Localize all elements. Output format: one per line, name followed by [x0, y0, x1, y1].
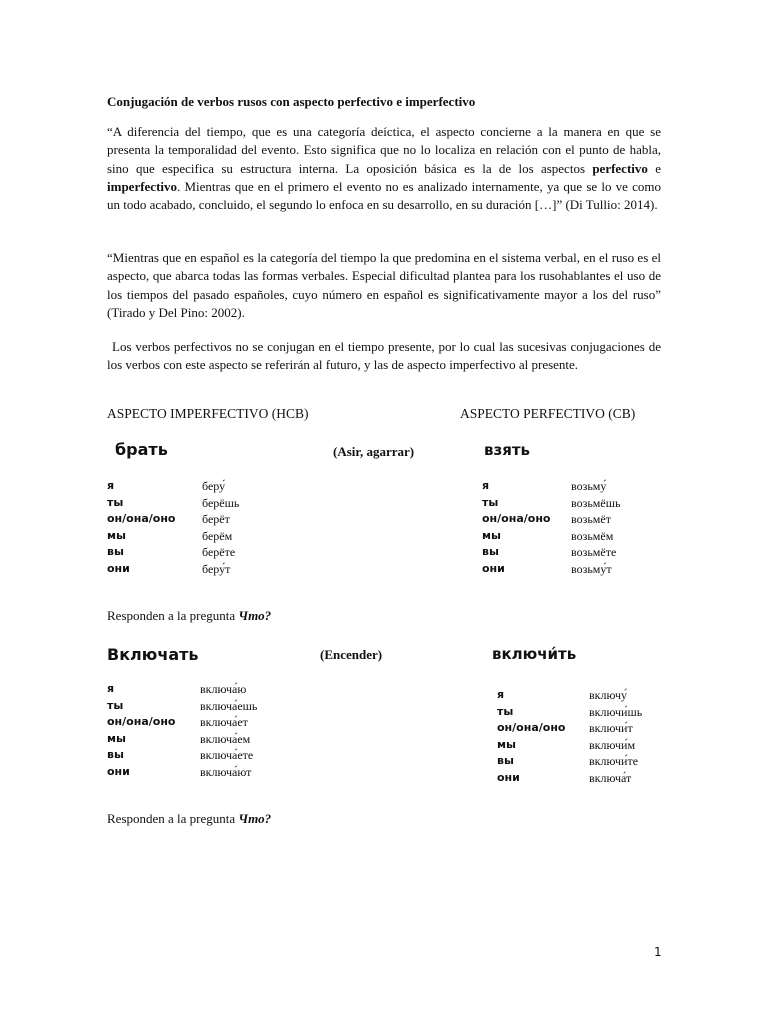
pronoun: я	[107, 682, 115, 695]
verb-form: возьмёте	[571, 545, 617, 559]
pronoun: он/она/оно	[497, 721, 566, 734]
verb-imperfective-title: брать	[115, 440, 168, 459]
conjugation-row	[107, 714, 257, 731]
conjugation-row	[107, 764, 257, 781]
conjugation-row	[482, 544, 620, 561]
response-text: Responden a la pregunta	[107, 811, 239, 826]
verb-form: включа́ет	[200, 715, 248, 729]
pronoun: я	[482, 479, 490, 492]
verb-form: включа́т	[589, 770, 632, 785]
verb-form: включи́те	[589, 754, 639, 768]
verb-form: включу́	[589, 688, 628, 702]
document-heading: Conjugación de verbos rusos con aspecto perfectivo e imperfectivo	[107, 94, 476, 109]
pronoun: он/она/оно	[482, 512, 551, 525]
conjugation-table-imperfective	[107, 478, 239, 577]
verb-form: берёшь	[202, 495, 240, 510]
conjugation-row	[107, 528, 239, 545]
section-heading-perfective: ASPECTO PERFECTIVO (СВ)	[460, 406, 636, 421]
conjugation-row	[482, 495, 620, 512]
verb-form: берёте	[202, 545, 236, 559]
verb-form: включа́ю	[200, 682, 247, 696]
term-perfectivo: perfectivo	[592, 160, 648, 176]
conjugation-row	[497, 687, 642, 704]
verb-perfective-title: взять	[484, 441, 531, 459]
verb-gloss: (Asir, agarrar)	[333, 444, 415, 459]
verb-form: возьмёшь	[571, 495, 621, 510]
pronoun: вы	[482, 545, 499, 558]
pronoun: ты	[107, 495, 124, 509]
pronoun: они	[107, 764, 130, 778]
pronoun: они	[497, 770, 520, 784]
pronoun: он/она/оно	[107, 715, 176, 728]
conjugation-row	[107, 544, 239, 561]
pronoun: вы	[107, 545, 124, 558]
verb-form: беру́т	[202, 561, 231, 576]
conjugation-row	[497, 753, 642, 770]
pronoun: мы	[107, 528, 126, 542]
conjugation-row	[107, 478, 239, 495]
verb-perfective-title: включи́ть	[492, 645, 577, 663]
term-imperfectivo: imperfectivo	[107, 178, 178, 194]
page-number: 1	[654, 945, 662, 959]
verb-form: включи́м	[589, 737, 636, 752]
verb-form: берём	[202, 528, 233, 543]
conjugation-table-imperfective	[107, 681, 257, 780]
conjugation-row	[482, 528, 620, 545]
response-question-line	[107, 608, 271, 624]
section-heading-imperfective: ASPECTO IMPERFECTIVO (НСВ)	[107, 406, 309, 421]
pronoun: я	[107, 479, 115, 492]
pronoun: мы	[497, 737, 516, 751]
verb-form: возьмём	[571, 528, 614, 543]
pronoun: ты	[497, 704, 514, 718]
pronoun: вы	[497, 754, 514, 767]
verb-form: возьму́т	[571, 561, 612, 576]
conjugation-row	[497, 720, 642, 737]
conjugation-row	[497, 737, 642, 754]
verb-gloss: (Encender)	[320, 647, 383, 662]
conjugation-row	[107, 698, 257, 715]
conjugation-table-perfective	[497, 687, 642, 786]
pronoun: он/она/оно	[107, 512, 176, 525]
conjugation-row	[482, 511, 620, 528]
paragraph-text: e	[647, 160, 661, 176]
conjugation-row	[482, 561, 620, 578]
verb-form: включа́ем	[200, 731, 251, 746]
conjugation-row	[107, 681, 257, 698]
verb-form: возьму́	[571, 479, 607, 493]
verb-form: включа́ют	[200, 764, 252, 779]
pronoun: я	[497, 688, 505, 701]
verb-form: включа́ешь	[200, 698, 258, 713]
pronoun: ты	[107, 698, 124, 712]
verb-form: беру́	[202, 479, 226, 493]
conjugation-table-perfective	[482, 478, 620, 577]
response-text: Responden a la pregunta	[107, 608, 239, 623]
response-question-word: Что?	[238, 811, 272, 826]
verb-form: включа́ете	[200, 748, 254, 762]
paragraph-text: . Mientras que en el primero el evento no es analizado internamente, ya que se lo ve como un todo acabado, concluido, el segundo lo enfoca en su desarrollo, en su duración […]” (Di Tullio: 2014).	[107, 178, 661, 213]
conjugation-row	[107, 511, 239, 528]
conjugation-row	[107, 495, 239, 512]
pronoun: вы	[107, 748, 124, 761]
verb-form: берёт	[202, 512, 230, 526]
verb-imperfective-title: Включать	[107, 645, 199, 664]
paragraph-quote-tirado: “Mientras que en español es la categoría del tiempo la que predomina en el sistema verbal, en el ruso es el aspecto, que abarca todas las formas verbales. Especial dificultad plantea para los rusohablantes el uso de los tiempos del pasado españoles, cuyo número en español es significativamente mayor a los del ruso” (Tirado y Del Pino: 2002).	[107, 250, 661, 320]
conjugation-row	[107, 731, 257, 748]
verb-form: включи́т	[589, 721, 633, 735]
pronoun: они	[482, 561, 505, 575]
pronoun: они	[107, 561, 130, 575]
pronoun: мы	[482, 528, 501, 542]
response-question-line	[107, 811, 271, 827]
conjugation-row	[497, 770, 642, 787]
pronoun: ты	[482, 495, 499, 509]
conjugation-row	[107, 747, 257, 764]
paragraph-text: “A diferencia del tiempo, que es una categoría deíctica, el aspecto concierne a la manera en que se presenta la temporalidad del evento. Esto significa que no lo localiza en relación con el punto de habla, sino que especifica su estructura interna. La oposición básica es la de los aspectos	[107, 124, 661, 176]
conjugation-row	[107, 561, 239, 578]
conjugation-row	[497, 704, 642, 721]
verb-form: включи́шь	[589, 704, 643, 719]
conjugation-row	[482, 478, 620, 495]
paragraph-quote-di-tullio	[107, 123, 661, 214]
verb-form: возьмёт	[571, 512, 611, 526]
paragraph-perfective-note: Los verbos perfectivos no se conjugan en el tiempo presente, por lo cual las sucesivas conjugaciones de los verbos con este aspecto se referirán al futuro, y las de aspecto imperfectivo al presente.	[107, 339, 661, 373]
pronoun: мы	[107, 731, 126, 745]
response-question-word: Что?	[238, 608, 272, 623]
